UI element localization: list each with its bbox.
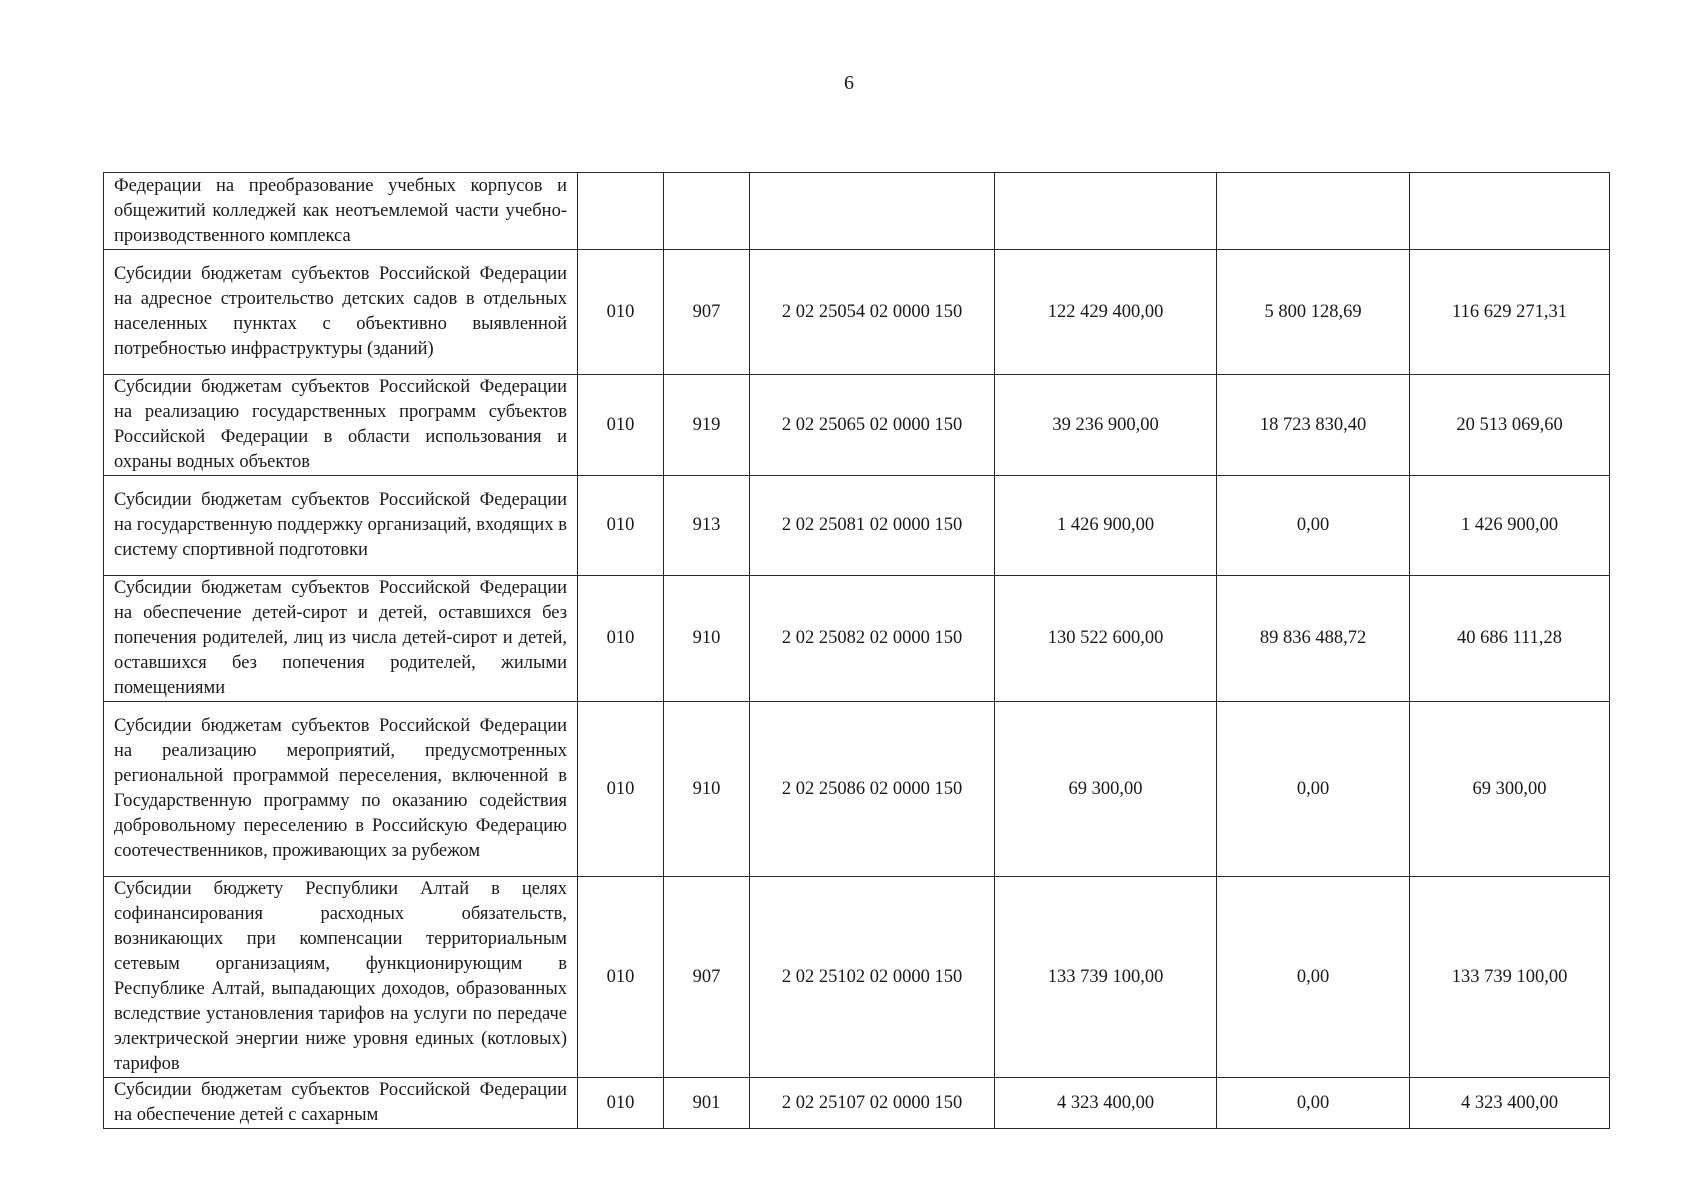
- row-amount-rest: 133 739 100,00: [1410, 877, 1610, 1078]
- row-col3: [664, 173, 750, 250]
- row-col3: 913: [664, 476, 750, 576]
- row-description: Субсидии бюджетам субъектов Российской Федерации на реализацию государственных программ субъектов Российской Федерации в области использования и охраны водных объектов: [104, 375, 578, 476]
- row-description: Субсидии бюджетам субъектов Российской Федерации на реализацию мероприятий, предусмотренных региональной программой переселения, включенной в Государственную программу по оказанию содействия добровольному переселению в Российскую Федерацию соотечественников, проживающих за рубежом: [104, 702, 578, 877]
- row-amount-exec: 0,00: [1217, 1078, 1410, 1129]
- row-code: 2 02 25065 02 0000 150: [750, 375, 995, 476]
- table-row: [104, 250, 1610, 375]
- row-description: Субсидии бюджетам субъектов Российской Федерации на обеспечение детей с сахарным: [114, 1080, 567, 1125]
- table-row: [104, 702, 1610, 877]
- row-col2: 010: [578, 375, 664, 476]
- row-col2: 010: [578, 877, 664, 1078]
- row-amount-exec: 0,00: [1217, 877, 1410, 1078]
- row-code: 2 02 25054 02 0000 150: [750, 250, 995, 375]
- row-amount-plan: 122 429 400,00: [995, 250, 1217, 375]
- row-col3: 910: [664, 576, 750, 702]
- row-description: Федерации на преобразование учебных корпусов и общежитий колледжей как неотъемлемой части учебно-производственного комплекса: [104, 173, 578, 250]
- row-description-cell: [104, 1078, 578, 1129]
- row-col3: 919: [664, 375, 750, 476]
- row-amount-exec: 89 836 488,72: [1217, 576, 1410, 702]
- row-col2: 010: [578, 476, 664, 576]
- row-col3: 907: [664, 250, 750, 375]
- table-row: [104, 375, 1610, 476]
- row-col2: 010: [578, 702, 664, 877]
- row-col2: [578, 173, 664, 250]
- row-col3: 901: [664, 1078, 750, 1129]
- row-amount-exec: 18 723 830,40: [1217, 375, 1410, 476]
- row-amount-exec: 0,00: [1217, 476, 1410, 576]
- row-code: [750, 173, 995, 250]
- table-row: [104, 476, 1610, 576]
- row-amount-exec: [1217, 173, 1410, 250]
- row-code: 2 02 25081 02 0000 150: [750, 476, 995, 576]
- table-row: [104, 576, 1610, 702]
- row-amount-plan: 1 426 900,00: [995, 476, 1217, 576]
- row-amount-rest: 116 629 271,31: [1410, 250, 1610, 375]
- row-amount-plan: 39 236 900,00: [995, 375, 1217, 476]
- row-description: Субсидии бюджету Республики Алтай в целях софинансирования расходных обязательств, возникающих при компенсации территориальным сетевым организациям, функционирующим в Республике Алтай, выпадающих доходов, образованных вследствие установления тарифов на услуги по передаче электрической энергии ниже уровня единых (котловых) тарифов: [104, 877, 578, 1078]
- row-col3: 910: [664, 702, 750, 877]
- row-amount-exec: 0,00: [1217, 702, 1410, 877]
- row-amount-plan: [995, 173, 1217, 250]
- budget-table: [103, 172, 1610, 1129]
- row-amount-exec: 5 800 128,69: [1217, 250, 1410, 375]
- row-amount-rest: 40 686 111,28: [1410, 576, 1610, 702]
- row-amount-rest: 20 513 069,60: [1410, 375, 1610, 476]
- row-code: 2 02 25086 02 0000 150: [750, 702, 995, 877]
- row-code: 2 02 25107 02 0000 150: [750, 1078, 995, 1129]
- table-row: [104, 877, 1610, 1078]
- row-description: Субсидии бюджетам субъектов Российской Федерации на обеспечение детей-сирот и детей, оставшихся без попечения родителей, лиц из числа детей-сирот и детей, оставшихся без попечения родителей, жилыми помещениями: [104, 576, 578, 702]
- row-amount-plan: 4 323 400,00: [995, 1078, 1217, 1129]
- row-col2: 010: [578, 1078, 664, 1129]
- row-amount-rest: [1410, 173, 1610, 250]
- row-amount-rest: 4 323 400,00: [1410, 1078, 1610, 1129]
- row-amount-plan: 133 739 100,00: [995, 877, 1217, 1078]
- row-amount-rest: 1 426 900,00: [1410, 476, 1610, 576]
- page-number: 6: [844, 72, 854, 94]
- table-row: [104, 173, 1610, 250]
- row-code: 2 02 25082 02 0000 150: [750, 576, 995, 702]
- table-row: [104, 1078, 1610, 1129]
- row-col2: 010: [578, 576, 664, 702]
- row-amount-rest: 69 300,00: [1410, 702, 1610, 877]
- row-col2: 010: [578, 250, 664, 375]
- row-description: Субсидии бюджетам субъектов Российской Федерации на адресное строительство детских садов в отдельных населенных пунктах с объективно выявленной потребностью инфраструктуры (зданий): [104, 250, 578, 375]
- row-code: 2 02 25102 02 0000 150: [750, 877, 995, 1078]
- row-amount-plan: 130 522 600,00: [995, 576, 1217, 702]
- row-col3: 907: [664, 877, 750, 1078]
- row-description: Субсидии бюджетам субъектов Российской Федерации на государственную поддержку организаций, входящих в систему спортивной подготовки: [104, 476, 578, 576]
- row-amount-plan: 69 300,00: [995, 702, 1217, 877]
